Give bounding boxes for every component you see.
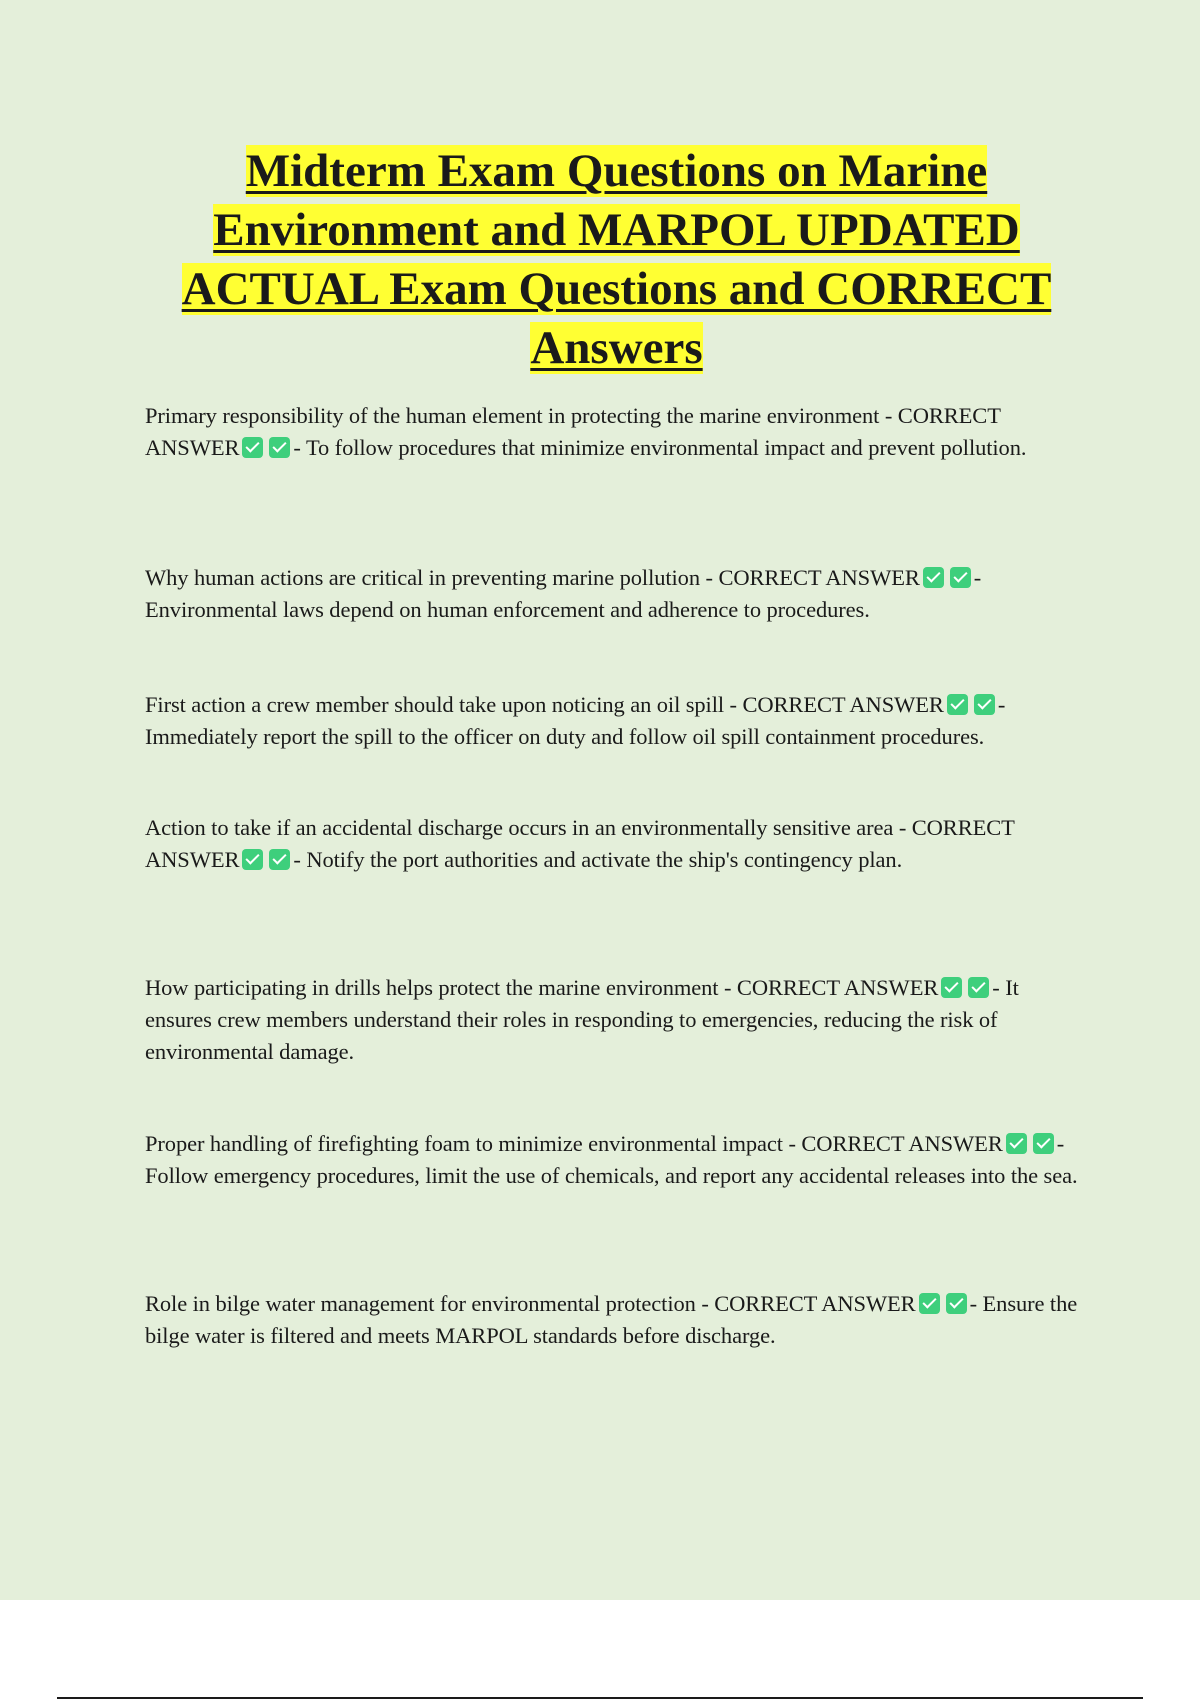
qa-item-1: Primary responsibility of the human element in protecting the marine environment - CORRECT ANSWER - To follow procedures that minimize environmental impact and prevent pollution. xyxy=(145,403,1027,460)
question-text: Proper handling of firefighting foam to minimize environmental impact xyxy=(145,1131,783,1156)
check-mark-icon xyxy=(941,977,962,998)
check-mark-icon xyxy=(974,694,995,715)
qa-item-4: Action to take if an accidental discharge occurs in an environmentally sensitive area - CORRECT ANSWER - Notify the port authorities and activate the ship's contingency plan. xyxy=(145,815,1015,872)
check-mark-icon xyxy=(1006,1133,1027,1154)
separator: - xyxy=(293,435,301,460)
check-mark-icon xyxy=(947,694,968,715)
question-text: Why human actions are critical in preventing marine pollution xyxy=(145,565,700,590)
check-mark-icon xyxy=(242,849,263,870)
check-mark-icon xyxy=(269,849,290,870)
check-mark-icon xyxy=(968,977,989,998)
qa-item-6: Proper handling of firefighting foam to minimize environmental impact - CORRECT ANSWER - Follow emergency procedures, limit the use of chemicals, and report any accidental releases into the sea. xyxy=(145,1131,1078,1188)
check-mark-icon xyxy=(919,1293,940,1314)
answer-text: Immediately report the spill to the officer on duty and follow oil spill containment procedures. xyxy=(145,724,985,749)
title-highlight: Midterm Exam Questions on Marine Environment and MARPOL UPDATED ACTUAL Exam Questions and CORRECT Answers xyxy=(181,145,1052,374)
separator: - xyxy=(969,1291,977,1316)
document-title xyxy=(140,142,1093,378)
question-text: Action to take if an accidental discharge occurs in an environmentally sensitive area xyxy=(145,815,894,840)
check-mark-icon xyxy=(269,437,290,458)
answer-marker: CORRECT ANSWER xyxy=(714,1291,916,1316)
answer-marker: CORRECT ANSWER xyxy=(801,1131,1003,1156)
answer-text: To follow procedures that minimize environmental impact and prevent pollution. xyxy=(305,435,1027,460)
question-text: First action a crew member should take upon noticing an oil spill xyxy=(145,692,725,717)
answer-text: Environmental laws depend on human enforcement and adherence to procedures. xyxy=(145,597,870,622)
check-mark-icon xyxy=(923,567,944,588)
check-mark-icon xyxy=(1033,1133,1054,1154)
qa-item-3: First action a crew member should take upon noticing an oil spill - CORRECT ANSWER - Immediately report the spill to the officer on duty and follow oil spill containment procedures. xyxy=(145,692,1006,749)
separator: - xyxy=(992,975,1000,1000)
check-mark-icon xyxy=(946,1293,967,1314)
qa-item-5: How participating in drills helps protect the marine environment - CORRECT ANSWER - It ensures crew members understand their roles in responding to emergencies, reducing the risk of environmental damage. xyxy=(145,975,1019,1064)
answer-marker: CORRECT ANSWER xyxy=(145,403,1001,460)
separator: - xyxy=(293,847,301,872)
question-text: How participating in drills helps protect the marine environment xyxy=(145,975,719,1000)
answer-text: Ensure the bilge water is filtered and meets MARPOL standards before discharge. xyxy=(145,1291,1078,1348)
separator: - xyxy=(973,565,982,590)
qa-item-2: Why human actions are critical in preventing marine pollution - CORRECT ANSWER - Environmental laws depend on human enforcement and adherence to procedures. xyxy=(145,565,982,622)
question-text: Primary responsibility of the human element in protecting the marine environment xyxy=(145,403,880,428)
answer-marker: CORRECT ANSWER xyxy=(145,815,1015,872)
check-mark-icon xyxy=(242,437,263,458)
answer-marker: CORRECT ANSWER xyxy=(718,565,920,590)
answer-text: It ensures crew members understand their roles in responding to emergencies, reducing the risk of environmental damage. xyxy=(145,975,1019,1064)
answer-text: Follow emergency procedures, limit the use of chemicals, and report any accidental releases into the sea. xyxy=(145,1163,1078,1188)
separator: - xyxy=(997,692,1006,717)
answer-text: Notify the port authorities and activate the ship's contingency plan. xyxy=(306,847,903,872)
answer-marker: CORRECT ANSWER xyxy=(742,692,944,717)
footer-divider xyxy=(57,1697,1143,1699)
qa-item-7: Role in bilge water management for environmental protection - CORRECT ANSWER - Ensure the bilge water is filtered and meets MARPOL standards before discharge. xyxy=(145,1291,1078,1348)
question-text: Role in bilge water management for environmental protection xyxy=(145,1291,696,1316)
check-mark-icon xyxy=(950,567,971,588)
answer-marker: CORRECT ANSWER xyxy=(736,975,939,1000)
separator: - xyxy=(1056,1131,1065,1156)
